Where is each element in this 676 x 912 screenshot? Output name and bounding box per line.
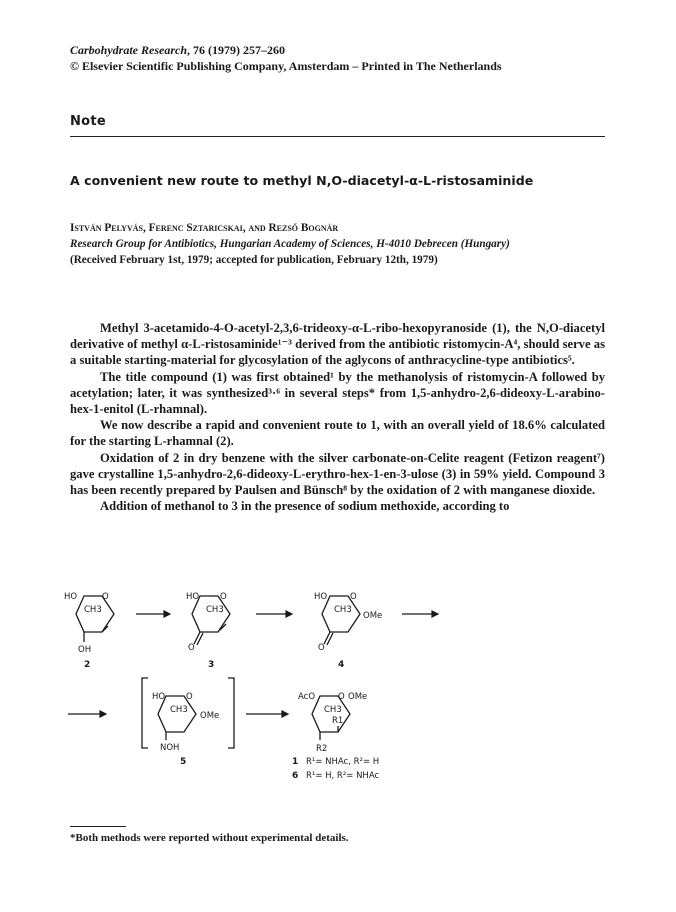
group-o-3: O <box>220 592 227 602</box>
group-aco-1: AcO <box>298 692 316 702</box>
affiliation: Research Group for Antibiotics, Hungarian Academy of Sciences, H-4010 Debrecen (Hungary) <box>70 238 510 250</box>
legend-6: R¹= H, R²= NHAc <box>306 771 380 781</box>
compound-label-2: 2 <box>84 660 91 670</box>
group-o-5: O <box>186 692 193 702</box>
authors: István Pelyvás, Ferenc Sztaricskai, and Rezső Bognár <box>70 222 339 234</box>
article-body <box>70 320 605 514</box>
compound-label-1: 1 <box>292 757 299 767</box>
group-o-2: O <box>102 592 109 602</box>
group-ch3-5: CH3 <box>170 705 188 715</box>
group-ch3-4: CH3 <box>334 605 352 615</box>
group-o-4: O <box>350 592 357 602</box>
compound-label-3: 3 <box>208 660 215 670</box>
group-o-1: O <box>338 692 345 702</box>
reaction-scheme <box>60 578 620 793</box>
copyright-line: © Elsevier Scientific Publishing Company, Amsterdam – Printed in The Netherlands <box>70 59 502 73</box>
paragraph-4: Oxidation of 2 in dry benzene with the silver carbonate-on-Celite reagent (Fetizon reagent⁷) gave crystalline 1,5-anhydro-2,6-dideoxy-L-erythro-hex-1-en-3-ulose (3) in 59% yield. Compound 3 has been recently prepared by Paulsen and Bünsch⁸ by the oxidation of 2 with manganese dioxide. <box>70 450 605 498</box>
structure-5 <box>158 696 196 740</box>
group-ch3-1: CH3 <box>324 705 342 715</box>
footnote: *Both methods were reported without experimental details. <box>70 832 349 844</box>
group-ho-5: HO <box>152 692 166 702</box>
group-ho-4: HO <box>314 592 328 602</box>
compound-label-5: 5 <box>180 757 187 767</box>
group-r2-1: R2 <box>316 744 328 754</box>
bracket-right <box>228 678 234 748</box>
paragraph-3: We now describe a rapid and convenient route to 1, with an overall yield of 18.6% calculated for the starting L-rhamnal (2). <box>70 418 605 449</box>
paragraph-5: Addition of methanol to 3 in the presence of sodium methoxide, according to <box>100 499 510 514</box>
journal-name: Carbohydrate Research <box>70 43 187 57</box>
legend-1: R¹= NHAc, R²= H <box>306 757 380 767</box>
group-ch3-2: CH3 <box>84 605 102 615</box>
bracket-left <box>142 678 148 748</box>
article-title: A convenient new route to methyl N,O-diacetyl-α-L-ristosaminide <box>70 173 534 188</box>
citation-numbers: , 76 (1979) 257–260 <box>187 43 285 57</box>
group-r1-1: R1 <box>332 716 344 726</box>
paragraph-2: The title compound (1) was first obtained¹ by the methanolysis of ristomycin-A followed by acetylation; later, it was synthesized³·⁶ in several steps* from 1,5-anhydro-2,6-dideoxy-L-arabino-hex-1-enitol (L-rhamnal). <box>70 369 605 417</box>
header-rule <box>70 136 605 137</box>
journal-citation <box>70 42 285 58</box>
group-ho-2: HO <box>64 592 78 602</box>
compound-label-6: 6 <box>292 771 299 781</box>
group-ome-4: OMe <box>363 611 383 621</box>
compound-label-4: 4 <box>338 660 345 670</box>
received-dates: (Received February 1st, 1979; accepted for publication, February 12th, 1979) <box>70 254 438 266</box>
structure-2 <box>76 596 114 642</box>
group-ome-5: OMe <box>200 711 220 721</box>
structure-1 <box>312 696 350 740</box>
group-oxo-4: O <box>318 643 325 653</box>
group-ome-1: OMe <box>348 692 368 702</box>
group-noh-5: NOH <box>160 743 180 753</box>
group-ch3-3: CH3 <box>206 605 224 615</box>
section-label: Note <box>70 114 107 129</box>
group-oxo-3: O <box>188 643 195 653</box>
group-oh-2: OH <box>78 645 92 655</box>
paragraph-1: Methyl 3-acetamido-4-O-acetyl-2,3,6-trideoxy-α-L-ribo-hexopyranoside (1), the N,O-diacetyl derivative of methyl α-L-ristosaminide¹⁻³ derived from the antibiotic ristomycin-A⁴, should serve as a suitable starting-material for glycosylation of the aglycons of anthracycline-type antibiotics⁵. <box>70 321 605 368</box>
footnote-rule <box>70 826 126 827</box>
structure-3 <box>192 596 230 645</box>
group-ho-3: HO <box>186 592 200 602</box>
structure-4 <box>322 596 360 645</box>
